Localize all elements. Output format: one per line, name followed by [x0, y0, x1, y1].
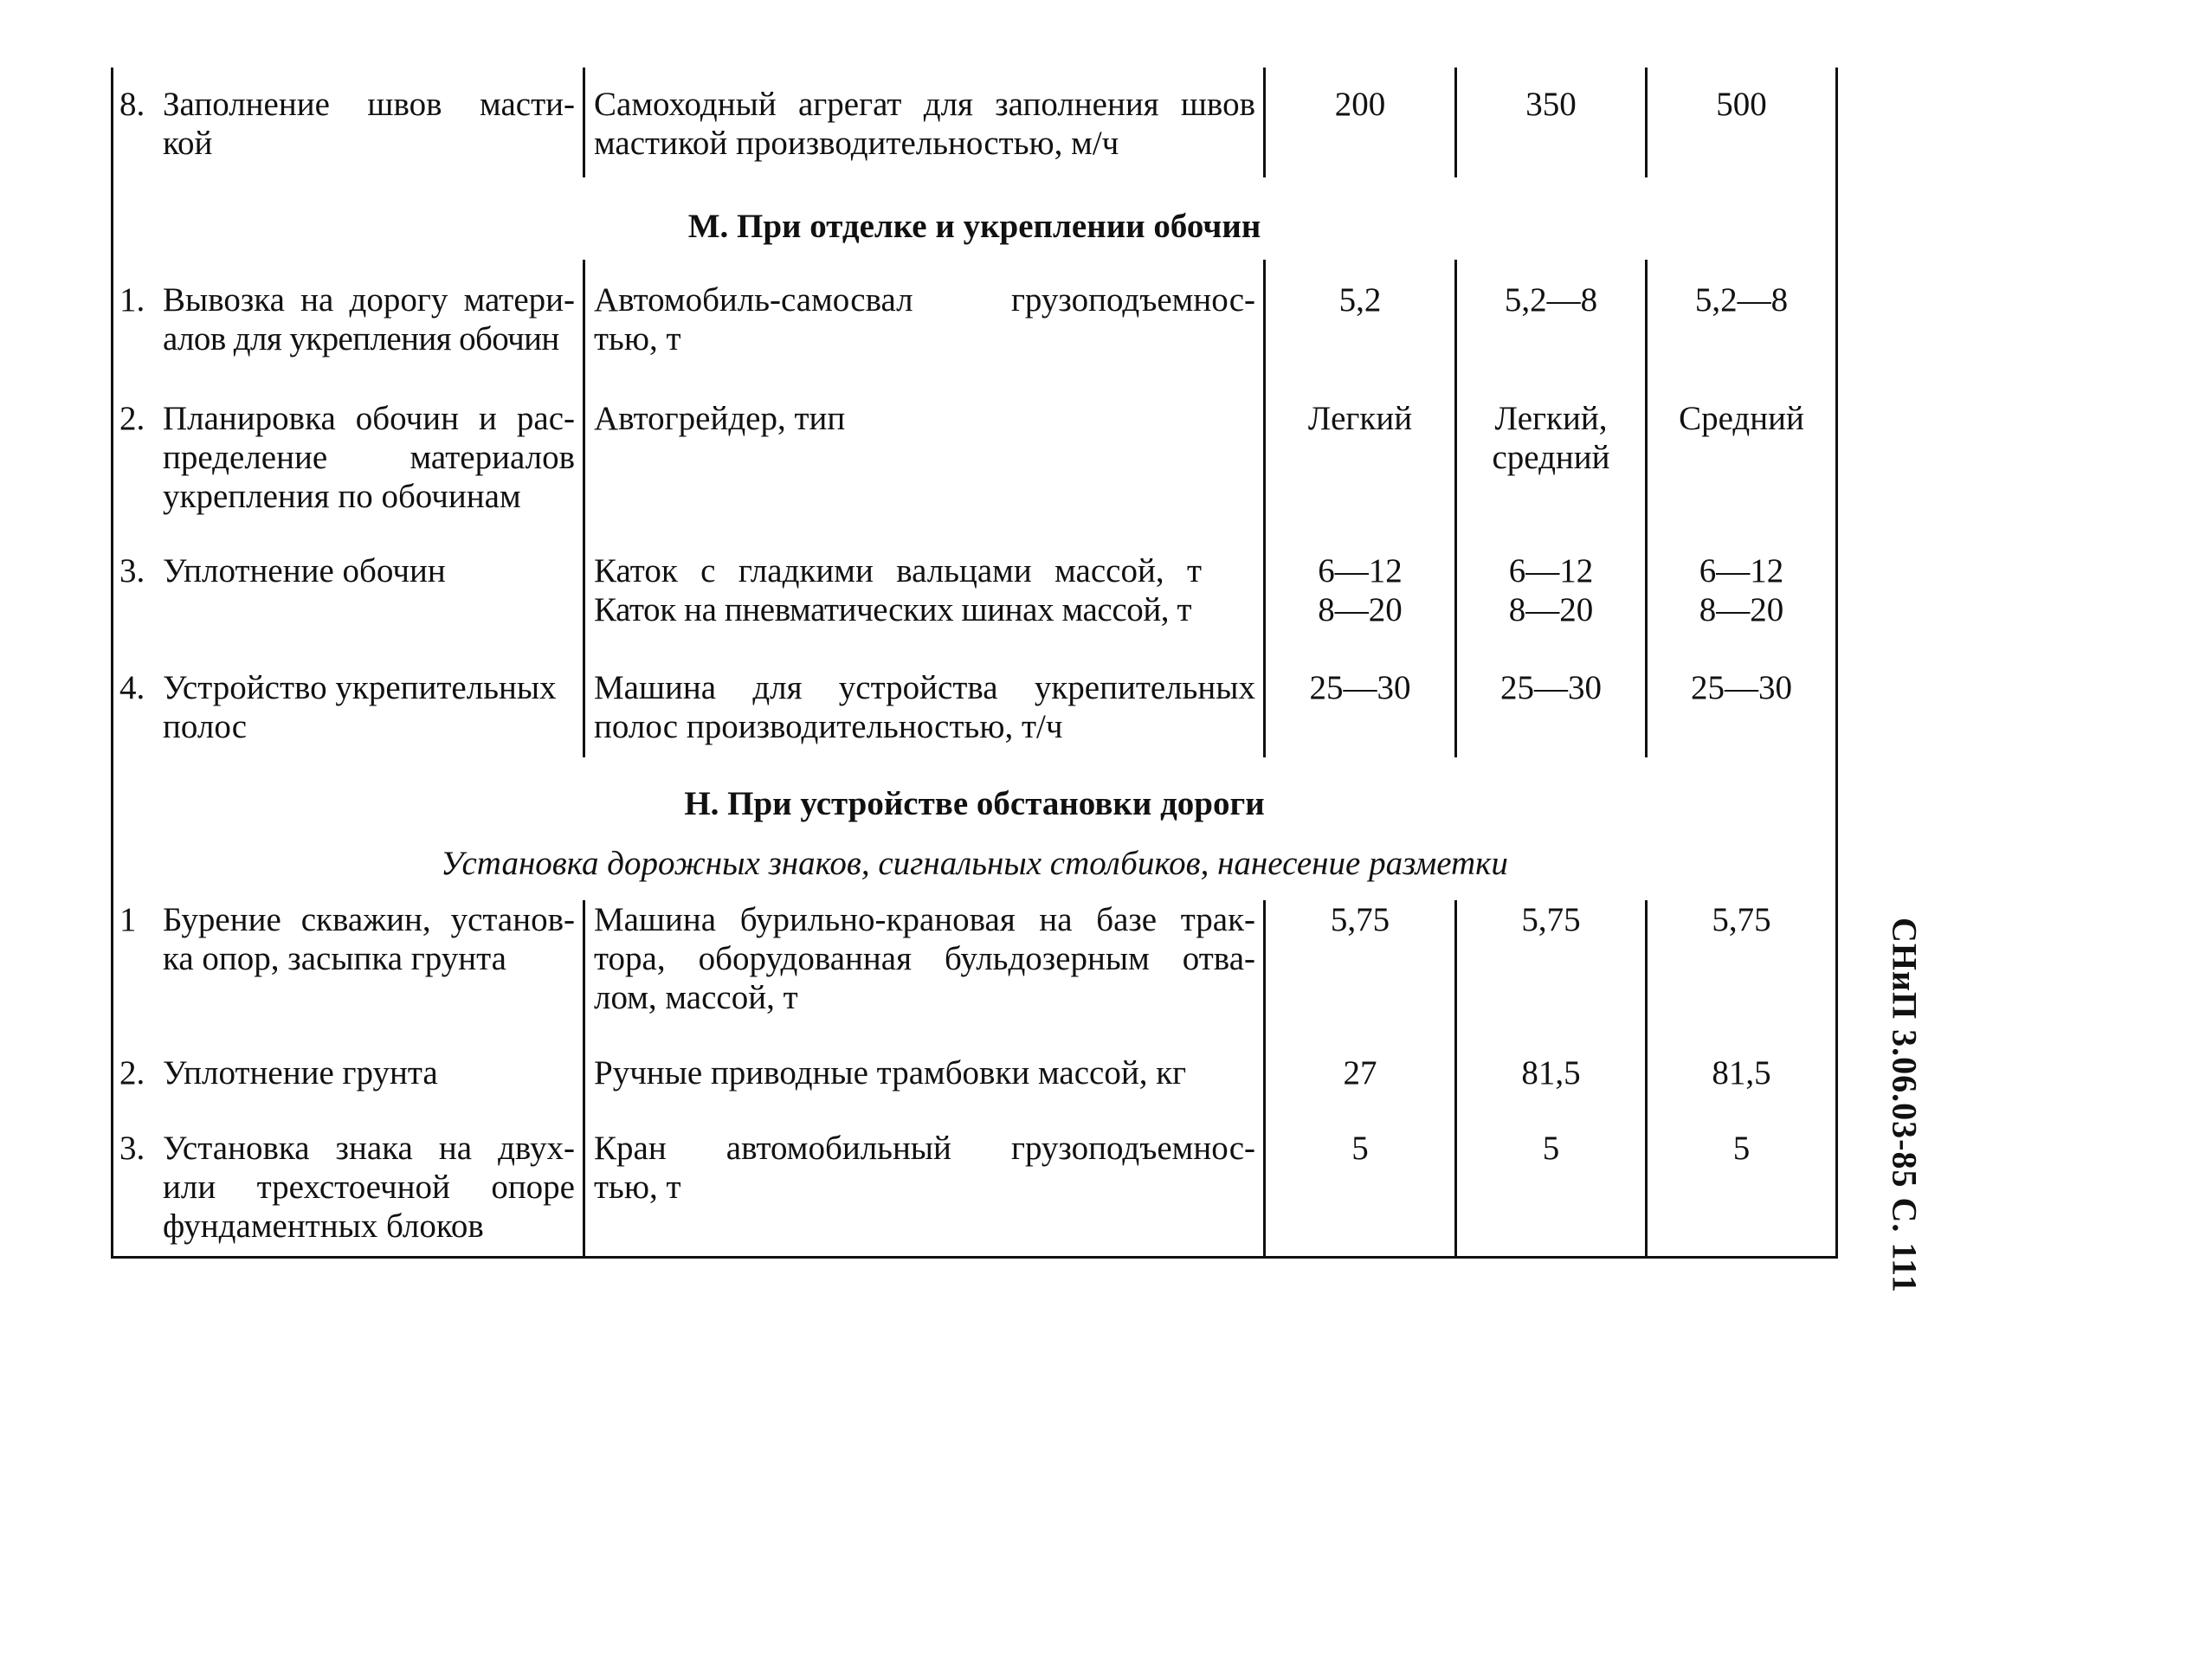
col-divider-work-machine [583, 900, 585, 1259]
value-cell-3: 500 [1716, 86, 1767, 123]
machine-cell-line: Кран автомобильный грузоподъемнос- [594, 1130, 1255, 1167]
work-cell-line: или трехстоечной опоре [163, 1169, 575, 1206]
col-divider-work-machine [583, 260, 585, 757]
work-cell-line: укрепления по обочинам [163, 478, 521, 515]
machine-cell-line: Самоходный агрегат для заполнения швов [594, 86, 1255, 123]
value-cell-3: 5 [1732, 1130, 1751, 1167]
machine-cell-line: Автогрейдер, тип [594, 400, 846, 437]
row-number: 4. [119, 669, 145, 706]
value-cell-3: 5,2—8 [1694, 281, 1789, 319]
value-cell-1: Легкий [1307, 400, 1413, 437]
machinery-table [111, 68, 1838, 1259]
value-cell-2: средний [1492, 439, 1610, 476]
page-header-sidebar [1879, 918, 1931, 1293]
value-cell-3: 6—12 [1699, 552, 1784, 589]
work-cell-line: полос [163, 708, 248, 745]
machine-cell-line: Машина бурильно-крановая на базе трак- [594, 901, 1255, 938]
row-number: 3. [119, 1130, 145, 1167]
machine-cell-line: тью, т [594, 1169, 681, 1206]
machine-cell-line: Каток с гладкими вальцами массой, т [594, 552, 1202, 589]
value-cell-1: 5,75 [1330, 901, 1390, 938]
machine-cell-line: лом, массой, т [594, 979, 798, 1016]
row-number: 2. [119, 400, 145, 437]
section-title-n: Н. При устройстве обстановки дороги [684, 785, 1265, 822]
machine-cell-line: полос производительностью, т/ч [594, 708, 1063, 745]
value-cell-2: 81,5 [1521, 1054, 1581, 1092]
value-cell-3: 8—20 [1699, 591, 1784, 628]
section-subtitle-n: Установка дорожных знаков, сигнальных столбиков, нанесение разметки [441, 845, 1508, 882]
section-title-m: М. При отделке и укреплении обочин [687, 208, 1261, 245]
machine-cell-line: Каток на пневматических шинах массой, т [594, 591, 1192, 628]
value-cell-1: 25—30 [1309, 669, 1411, 706]
machine-cell-line: Ручные приводные трамбовки массой, кг [594, 1054, 1187, 1092]
work-cell-line: Заполнение швов масти- [163, 86, 575, 123]
work-cell-line: Бурение скважин, установ- [163, 901, 575, 938]
row-number: 2. [119, 1054, 145, 1092]
value-cell-2: 25—30 [1500, 669, 1602, 706]
machine-cell-line: тора, оборудованная бульдозерным отва- [594, 940, 1255, 977]
value-cell-1: 27 [1343, 1054, 1377, 1092]
value-cell-2: Легкий, [1494, 400, 1608, 437]
value-cell-2: 350 [1525, 86, 1577, 123]
work-cell-line: фундаментных блоков [163, 1208, 484, 1245]
work-cell-line: Уплотнение грунта [163, 1054, 438, 1092]
row-number: 3. [119, 552, 145, 589]
work-cell-line: Планировка обочин и рас- [163, 400, 575, 437]
work-cell-line: ка опор, засыпка грунта [163, 940, 506, 977]
work-cell-line: Установка знака на двух- [163, 1130, 575, 1167]
value-cell-1: 8—20 [1318, 591, 1403, 628]
value-cell-1: 5 [1351, 1130, 1369, 1167]
work-cell-line: Устройство укрепительных [163, 669, 557, 706]
value-cell-2: 5,75 [1521, 901, 1581, 938]
work-cell-line: алов для укрепления обочин [163, 320, 559, 357]
value-cell-3: 81,5 [1712, 1054, 1771, 1092]
value-cell-2: 6—12 [1508, 552, 1594, 589]
value-cell-2: 5 [1542, 1130, 1560, 1167]
value-cell-2: 5,2—8 [1504, 281, 1598, 319]
value-cell-2: 8—20 [1508, 591, 1594, 628]
document-code-page-number: СНиП 3.06.03-85 С. 111 [1885, 918, 1925, 1293]
work-cell-line: пределение материалов [163, 439, 575, 476]
machine-cell-line: мастикой производительностью, м/ч [594, 125, 1119, 162]
machine-cell-line: Машина для устройства укрепительных [594, 669, 1255, 706]
row-number: 1 [119, 901, 137, 938]
table-bottom-border [111, 1256, 1838, 1259]
machine-cell-line: тью, т [594, 320, 681, 357]
value-cell-1: 200 [1334, 86, 1386, 123]
value-cell-3: Средний [1679, 400, 1804, 437]
value-cell-3: 5,75 [1712, 901, 1771, 938]
col-divider-work-machine [583, 68, 585, 177]
row-number: 8. [119, 86, 145, 123]
table-right-border [1835, 68, 1838, 1259]
machine-cell-line: Автомобиль-самосвал грузоподъемнос- [594, 281, 1255, 319]
work-cell-line: Вывозка на дорогу матери- [163, 281, 575, 319]
work-cell-line: Уплотнение обочин [163, 552, 446, 589]
value-cell-3: 25—30 [1691, 669, 1792, 706]
work-cell-line: кой [163, 125, 213, 162]
value-cell-1: 5,2 [1338, 281, 1382, 319]
table-left-border [111, 68, 113, 1259]
value-cell-1: 6—12 [1318, 552, 1403, 589]
row-number: 1. [119, 281, 145, 319]
